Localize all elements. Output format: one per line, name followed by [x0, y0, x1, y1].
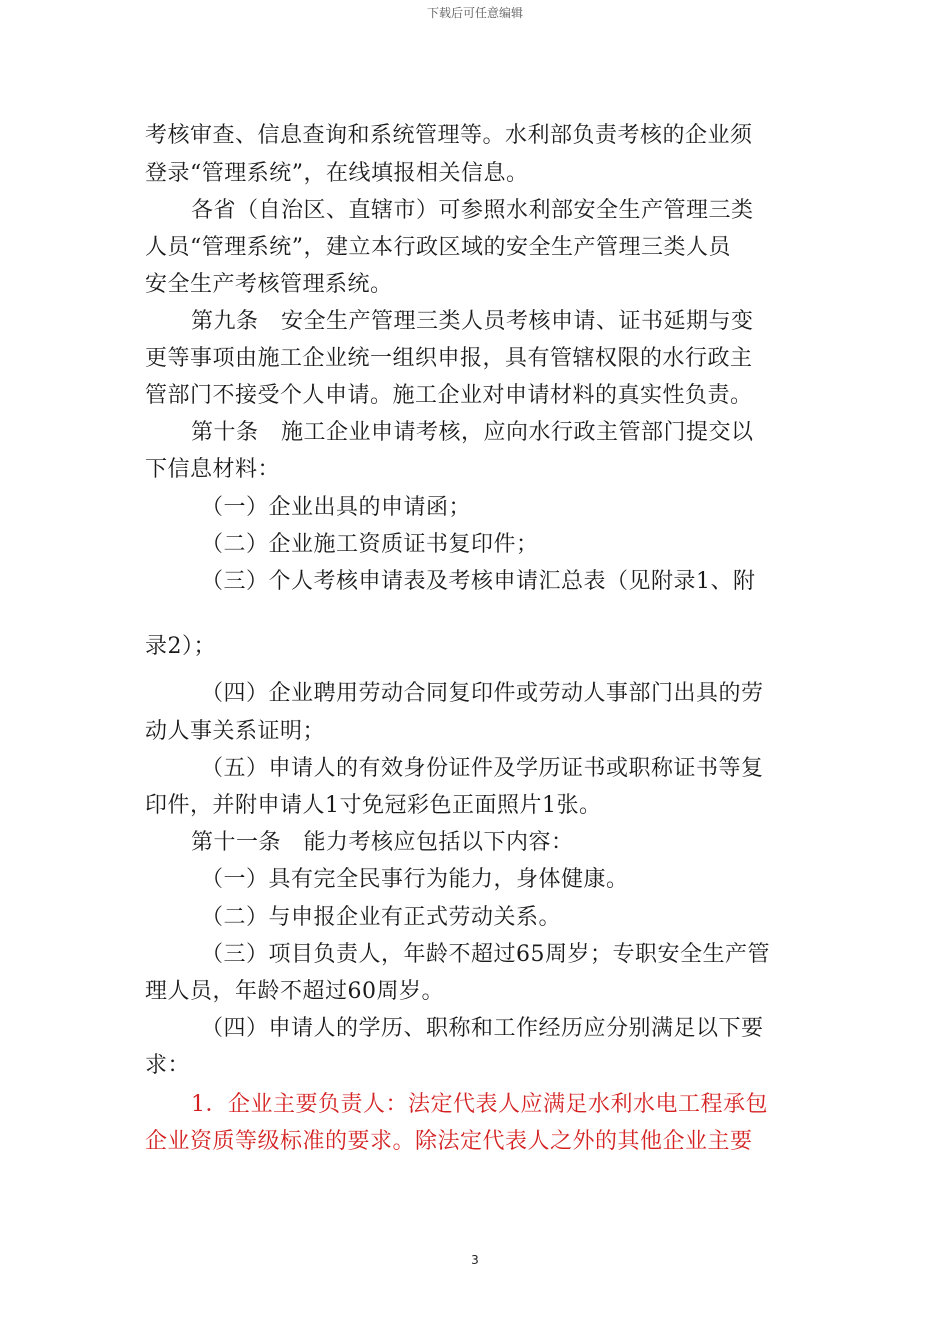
text-line: 理人员，年龄不超过60周岁。: [145, 979, 444, 1004]
text-line: 管部门不接受个人申请。施工企业对申请材料的真实性负责。: [145, 383, 753, 408]
text-line: 印件，并附申请人1寸免冠彩色正面照片1张。: [145, 793, 602, 818]
text-line: 人员“管理系统”，建立本行政区域的安全生产管理三类人员: [145, 235, 731, 260]
paragraph-start-line: 各省（自治区、直辖市）可参照水利部安全生产管理三类: [191, 198, 754, 223]
highlighted-line: 1．企业主要负责人：法定代表人应满足水利水电工程承包: [191, 1092, 768, 1117]
text-line: 录2）；: [145, 634, 216, 659]
list-item: （一）具有完全民事行为能力，身体健康。: [201, 867, 629, 892]
list-item: （五）申请人的有效身份证件及学历证书或职称证书等复: [201, 756, 764, 781]
text-line: 更等事项由施工企业统一组织申报，具有管辖权限的水行政主: [145, 346, 753, 371]
list-item: （一）企业出具的申请函；: [201, 495, 472, 520]
text-line: 考核审查、信息查询和系统管理等。水利部负责考核的企业须: [145, 123, 753, 148]
text-line: 安全生产考核管理系统。: [145, 272, 393, 297]
page-number: 3: [471, 1253, 479, 1267]
article-11-line: 第十一条 能力考核应包括以下内容：: [191, 830, 574, 855]
article-10-line: 第十条 施工企业申请考核，应向水行政主管部门提交以: [191, 420, 754, 445]
highlighted-line: 企业资质等级标准的要求。除法定代表人之外的其他企业主要: [145, 1129, 753, 1154]
list-item: （四）申请人的学历、职称和工作经历应分别满足以下要: [201, 1016, 764, 1041]
text-line: 动人事关系证明；: [145, 719, 326, 744]
list-item: （三）个人考核申请表及考核申请汇总表（见附录1、附: [201, 569, 756, 594]
article-9-line: 第九条 安全生产管理三类人员考核申请、证书延期与变: [191, 309, 754, 334]
list-item: （三）项目负责人，年龄不超过65周岁；专职安全生产管: [201, 942, 770, 967]
list-item: （二）与申报企业有正式劳动关系。: [201, 905, 562, 930]
text-line: 下信息材料：: [145, 457, 281, 482]
list-item: （二）企业施工资质证书复印件；: [201, 532, 539, 557]
text-line: 登录“管理系统”，在线填报相关信息。: [145, 161, 529, 186]
list-item: （四）企业聘用劳动合同复印件或劳动人事部门出具的劳: [201, 681, 764, 706]
page-header: 下载后可任意编辑: [426, 6, 523, 20]
text-line: 求：: [145, 1053, 191, 1078]
